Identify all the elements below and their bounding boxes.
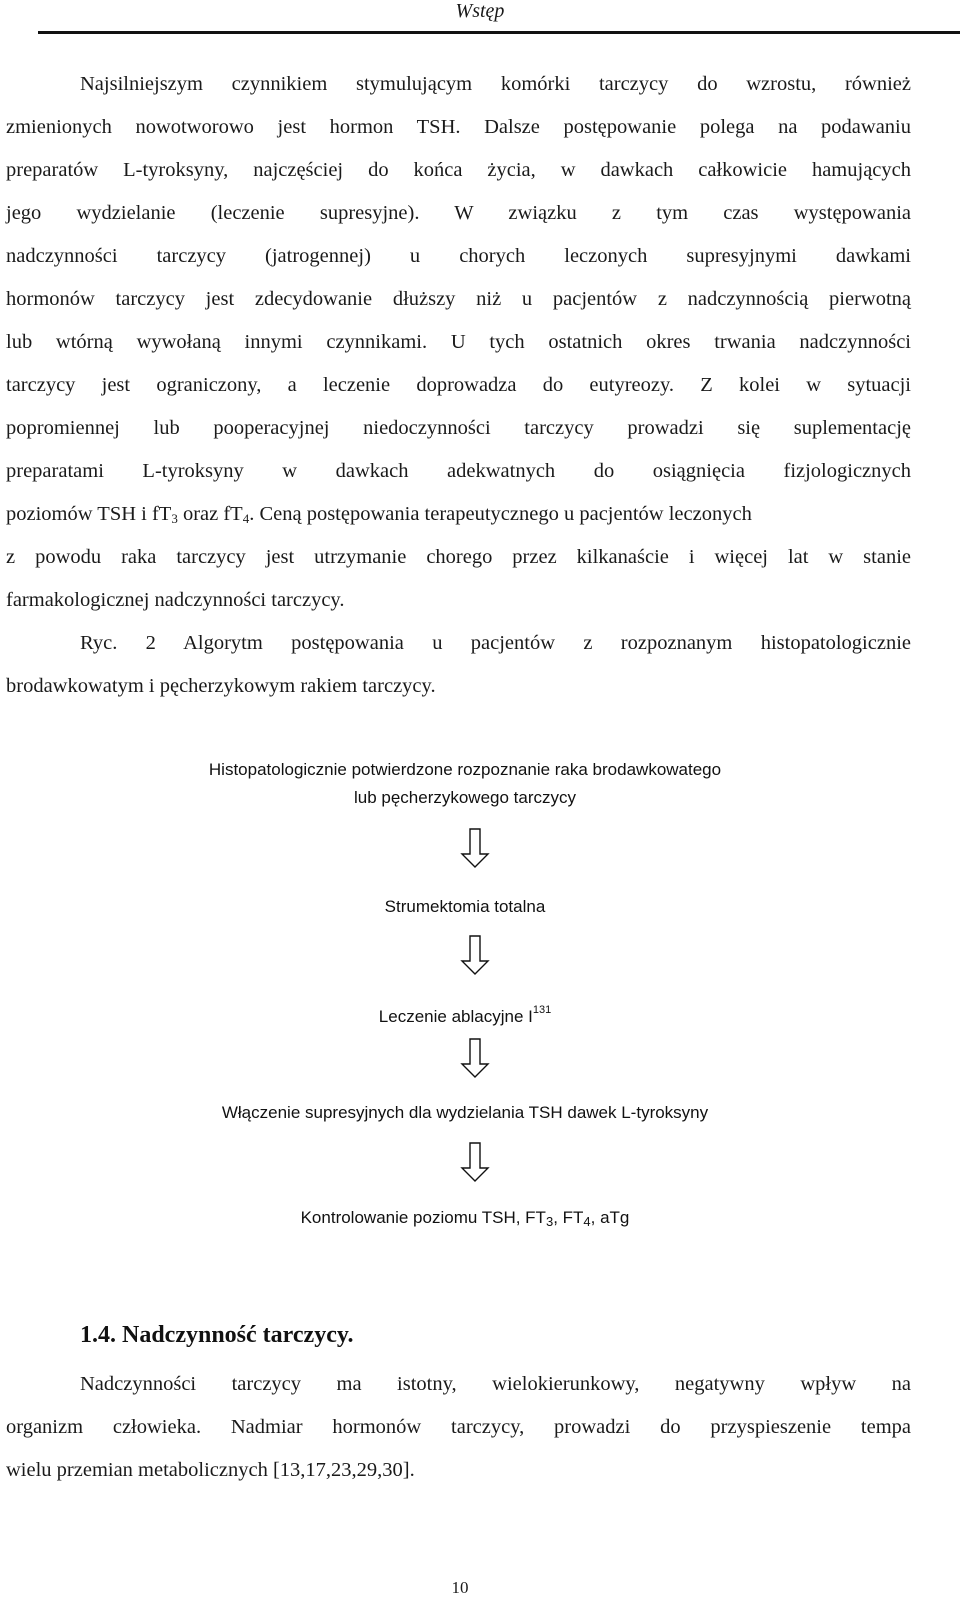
section-heading: 1.4. Nadczynność tarczycy. [80,1322,354,1348]
paragraph-line: preparatami L-tyroksyny w dawkach adekwatnych do osiągnięcia fizjologicznych [6,460,911,482]
paragraph-line: farmakologicznej nadczynności tarczycy. [6,589,345,611]
subscript: 3 [171,511,178,526]
superscript: 131 [532,1004,552,1016]
paragraph-line: wielu przemian metabolicznych [13,17,23,29,30]. [6,1459,415,1481]
header-rule [38,31,960,34]
subscript: 4 [242,511,250,526]
text-run: poziomów TSH i fT [6,503,172,525]
down-arrow-icon [460,1142,490,1182]
flow-step-text: Leczenie ablacyjne I [378,1007,533,1026]
down-arrow-icon [460,1038,490,1078]
flowchart [0,740,960,1280]
paragraph-line: hormonów tarczycy jest zdecydowanie dłuższy niż u pacjentów z nadczynnością pierwotną [6,288,911,310]
paragraph-line: tarczycy jest ograniczony, a leczenie doprowadza do eutyreozy. Z kolei w sytuacji [6,374,911,396]
flow-step-text: lub pęcherzykowego tarczycy [353,788,577,807]
paragraph-line: lub wtórną wywołaną innymi czynnikami. U tych ostatnich okres trwania nadczynności [6,331,911,353]
flow-step-diagnosis [0,756,930,812]
flow-step-monitoring [0,1204,930,1236]
flow-step-text: Histopatologicznie potwierdzone rozpoznanie raka brodawkowatego [208,760,722,779]
running-header [0,0,960,34]
paragraph-line: popromiennej lub pooperacyjnej niedoczynności tarczycy prowadzi się suplementację [6,417,911,439]
figure-caption: Ryc. 2 Algorytm postępowania u pacjentów z rozpoznanym histopatologicznie [80,632,911,654]
paragraph-line: nadczynności tarczycy (jatrogennej) u chorych leczonych supresyjnymi dawkami [6,245,911,267]
paragraph-line: Nadczynności tarczycy ma istotny, wielokierunkowy, negatywny wpływ na [80,1373,911,1395]
page-number: 10 [451,1578,469,1597]
flow-step-suppression: Włączenie supresyjnych dla wydzielania TSH dawek L-tyroksyny [221,1103,709,1122]
flow-step-text: Kontrolowanie poziomu TSH, FT [300,1208,546,1227]
flow-step-text: , FT [553,1208,584,1227]
figure-caption-continued: brodawkowatym i pęcherzykowym rakiem tarczycy. [6,675,436,697]
paragraph-line: z powodu raka tarczycy jest utrzymanie chorego przez kilkanaście i więcej lat w stanie [6,546,911,568]
chapter-title: Wstęp [455,0,505,22]
paragraph-line: Najsilniejszym czynnikiem stymulującym komórki tarczycy do wzrostu, również [80,73,911,95]
down-arrow-icon [460,935,490,975]
subscript: 4 [583,1214,591,1229]
paragraph-line: jego wydzielanie (leczenie supresyjne). W związku z tym czas występowania [6,202,911,224]
down-arrow-icon [460,828,490,868]
text-run: oraz fT [177,503,243,525]
text-run: . Ceną postępowania terapeutycznego u pacjentów leczonych [249,503,752,525]
paragraph-line: organizm człowieka. Nadmiar hormonów tarczycy, prowadzi do przyspieszenie tempa [6,1416,911,1438]
subscript: 3 [545,1214,554,1229]
paragraph-line: zmienionych nowotworowo jest hormon TSH. Dalsze postępowanie polega na podawaniu [6,116,911,138]
paragraph-line-with-subscripts [6,503,752,527]
paragraph-line: preparatów L-tyroksyny, najczęściej do końca życia, w dawkach całkowicie hamujących [6,159,911,181]
flow-step-ablation [0,996,930,1031]
flow-step-text: , aTg [590,1208,630,1227]
flow-step-surgery: Strumektomia totalna [384,897,546,916]
